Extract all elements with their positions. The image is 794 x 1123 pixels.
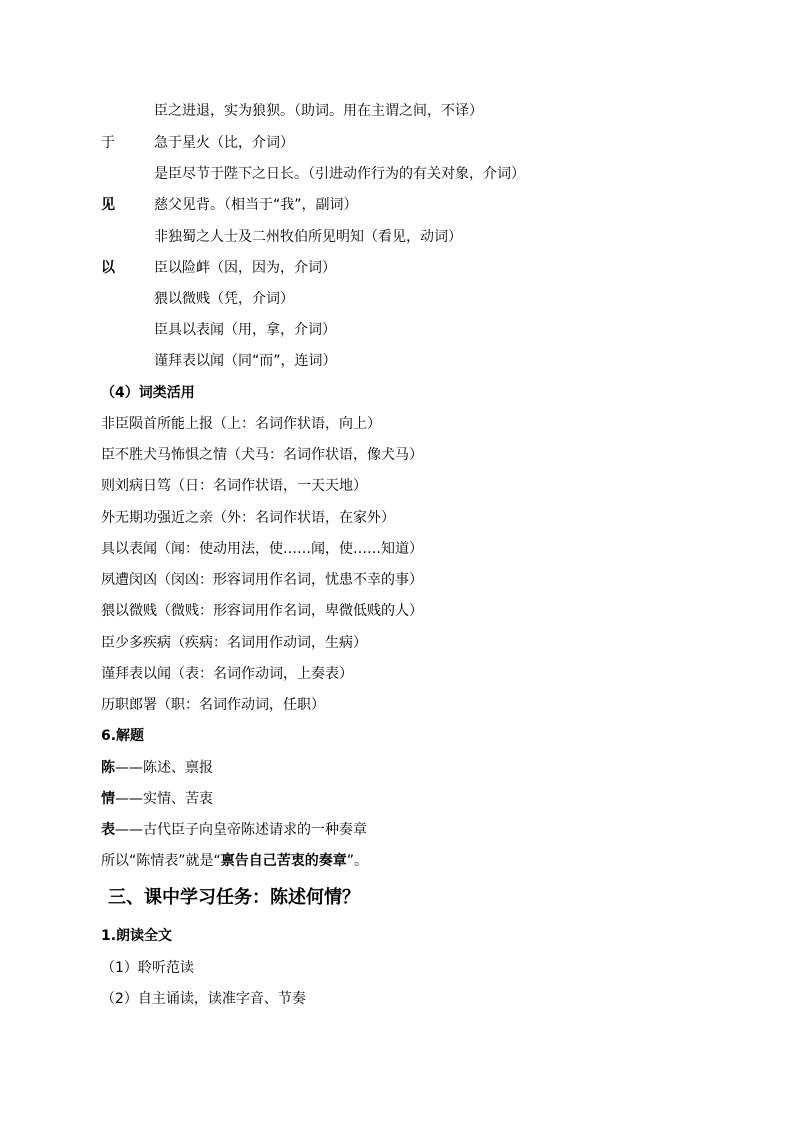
- entry-line: 急于星火（比，介词）: [154, 135, 294, 151]
- entry-marker: 以: [101, 260, 115, 276]
- entry-line: 谨拜表以闻（同“而”，连词）: [154, 353, 337, 369]
- list-item: （1）聆听范读: [101, 960, 194, 976]
- summary-emphasis: 禀告自己苦衷的奏章: [220, 853, 347, 869]
- definition-text: ——实情、苦衷: [115, 791, 213, 807]
- entry-line: 臣之进退，实为狼狈。（助词。用在主谓之间，不译）: [154, 103, 483, 119]
- summary-prefix: 所以“陈情表”就是“: [101, 853, 221, 869]
- definition-term: 表: [101, 822, 115, 838]
- list-item: 历职郎署（职：名词作动词，任职）: [101, 697, 325, 713]
- subsection-heading: 1.朗读全文: [101, 928, 173, 944]
- definition-text: ——陈述、禀报: [115, 760, 213, 776]
- entry-line: 臣具以表闻（用，拿，介词）: [154, 322, 336, 338]
- list-item: 则刘病日笃（日：名词作状语，一天天地）: [101, 478, 367, 494]
- definition-row: [101, 758, 213, 778]
- list-item: 谨拜表以闻（表：名词作动词，上奏表）: [101, 666, 353, 682]
- list-item: 具以表闻（闻：使动用法，使……闻，使……知道）: [101, 541, 423, 557]
- definition-row: [101, 789, 213, 809]
- definition-row: [101, 820, 367, 840]
- entry-line: 慈父见背。（相当于“我”，副词）: [154, 197, 358, 213]
- definition-term: 陈: [101, 760, 115, 776]
- list-item: 臣少多疾病（疾病：名词用作动词，生病）: [101, 635, 367, 651]
- summary-suffix: ”。: [346, 853, 369, 869]
- list-item: 夙遭闵凶（闵凶：形容词用作名词，忧患不幸的事）: [101, 572, 423, 588]
- summary-line: [101, 851, 368, 871]
- definition-term: 情: [101, 791, 115, 807]
- section-heading: 6.解题: [101, 728, 145, 744]
- entry-line: 非独蜀之人士及二州牧伯所见明知（看见，动词）: [154, 229, 462, 245]
- entry-marker: 于: [101, 135, 115, 151]
- list-item: 猥以微贱（微贱：形容词用作名词，卑微低贱的人）: [101, 603, 423, 619]
- entry-line: 是臣尽节于陛下之日长。（引进动作行为的有关对象，介词）: [154, 166, 525, 182]
- entry-line: 猥以微贱（凭，介词）: [154, 291, 294, 307]
- part-heading: 三、课中学习任务：陈述何情？: [108, 887, 360, 908]
- definition-text: ——古代臣子向皇帝陈述请求的一种奏章: [115, 822, 367, 838]
- list-item: 外无期功强近之亲（外：名词作状语，在家外）: [101, 510, 395, 526]
- entry-marker: 见: [101, 197, 115, 213]
- section-heading: （4）词类活用: [101, 385, 195, 401]
- entry-line: 臣以险衅（因，因为，介词）: [154, 260, 336, 276]
- list-item: 臣不胜犬马怖惧之情（犬马：名词作状语，像犬马）: [101, 447, 423, 463]
- list-item: （2）自主诵读，读准字音、节奏: [101, 991, 306, 1007]
- list-item: 非臣陨首所能上报（上：名词作状语，向上）: [101, 416, 381, 432]
